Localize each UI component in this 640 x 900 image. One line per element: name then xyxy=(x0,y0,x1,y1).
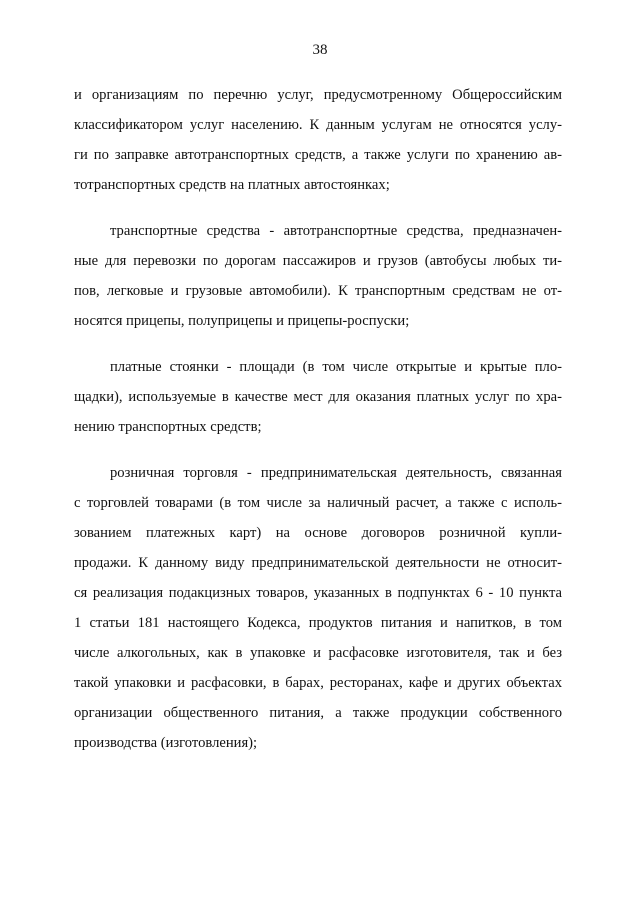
text-line: розничная торговля - предпринимательская деятельность, связанная xyxy=(110,465,562,481)
text-line: организации общественного питания, а также продукции собственного xyxy=(74,705,562,721)
text-line: производства (изготовления); xyxy=(74,735,258,751)
text-line: платные стоянки - площади (в том числе открытые и крытые пло- xyxy=(110,359,562,375)
text-line: 1 статьи 181 настоящего Кодекса, продуктов питания и напитков, в том xyxy=(74,615,562,631)
paragraph-2 xyxy=(74,216,562,336)
text-line: нению транспортных средств; xyxy=(74,419,262,435)
text-line: продажи. К данному виду предпринимательской деятельности не относит- xyxy=(74,555,562,571)
text-line: носятся прицепы, полуприцепы и прицепы-роспуски; xyxy=(74,313,410,329)
body-text xyxy=(74,80,562,758)
text-line: классификатором услуг населению. К данным услугам не относятся услу- xyxy=(74,117,562,133)
text-line: ся реализация подакцизных товаров, указанных в подпунктах 6 - 10 пункта xyxy=(74,585,562,601)
text-line: числе алкогольных, как в упаковке и расфасовке изготовителя, так и без xyxy=(74,645,562,661)
text-line: ные для перевозки по дорогам пассажиров и грузов (автобусы любых ти- xyxy=(74,253,562,269)
text-line: тотранспортных средств на платных автостоянках; xyxy=(74,177,390,193)
text-line: такой упаковки и расфасовки, в барах, ресторанах, кафе и других объектах xyxy=(74,675,562,691)
text-line: пов, легковые и грузовые автомобили). К транспортным средствам не от- xyxy=(74,283,562,299)
text-line: щадки), используемые в качестве мест для оказания платных услуг по хра- xyxy=(74,389,562,405)
text-line: зованием платежных карт) на основе договоров розничной купли- xyxy=(74,525,562,541)
text-line: с торговлей товарами (в том числе за наличный расчет, а также с исполь- xyxy=(74,495,562,511)
text-line: и организациям по перечню услуг, предусмотренному Общероссийским xyxy=(74,87,562,103)
paragraph-1 xyxy=(74,80,562,200)
paragraph-4 xyxy=(74,458,562,758)
paragraph-3 xyxy=(74,352,562,442)
text-line: транспортные средства - автотранспортные средства, предназначен- xyxy=(110,223,562,239)
text-line: ги по заправке автотранспортных средств, а также услуги по хранению ав- xyxy=(74,147,562,163)
page-number: 38 xyxy=(312,42,328,58)
